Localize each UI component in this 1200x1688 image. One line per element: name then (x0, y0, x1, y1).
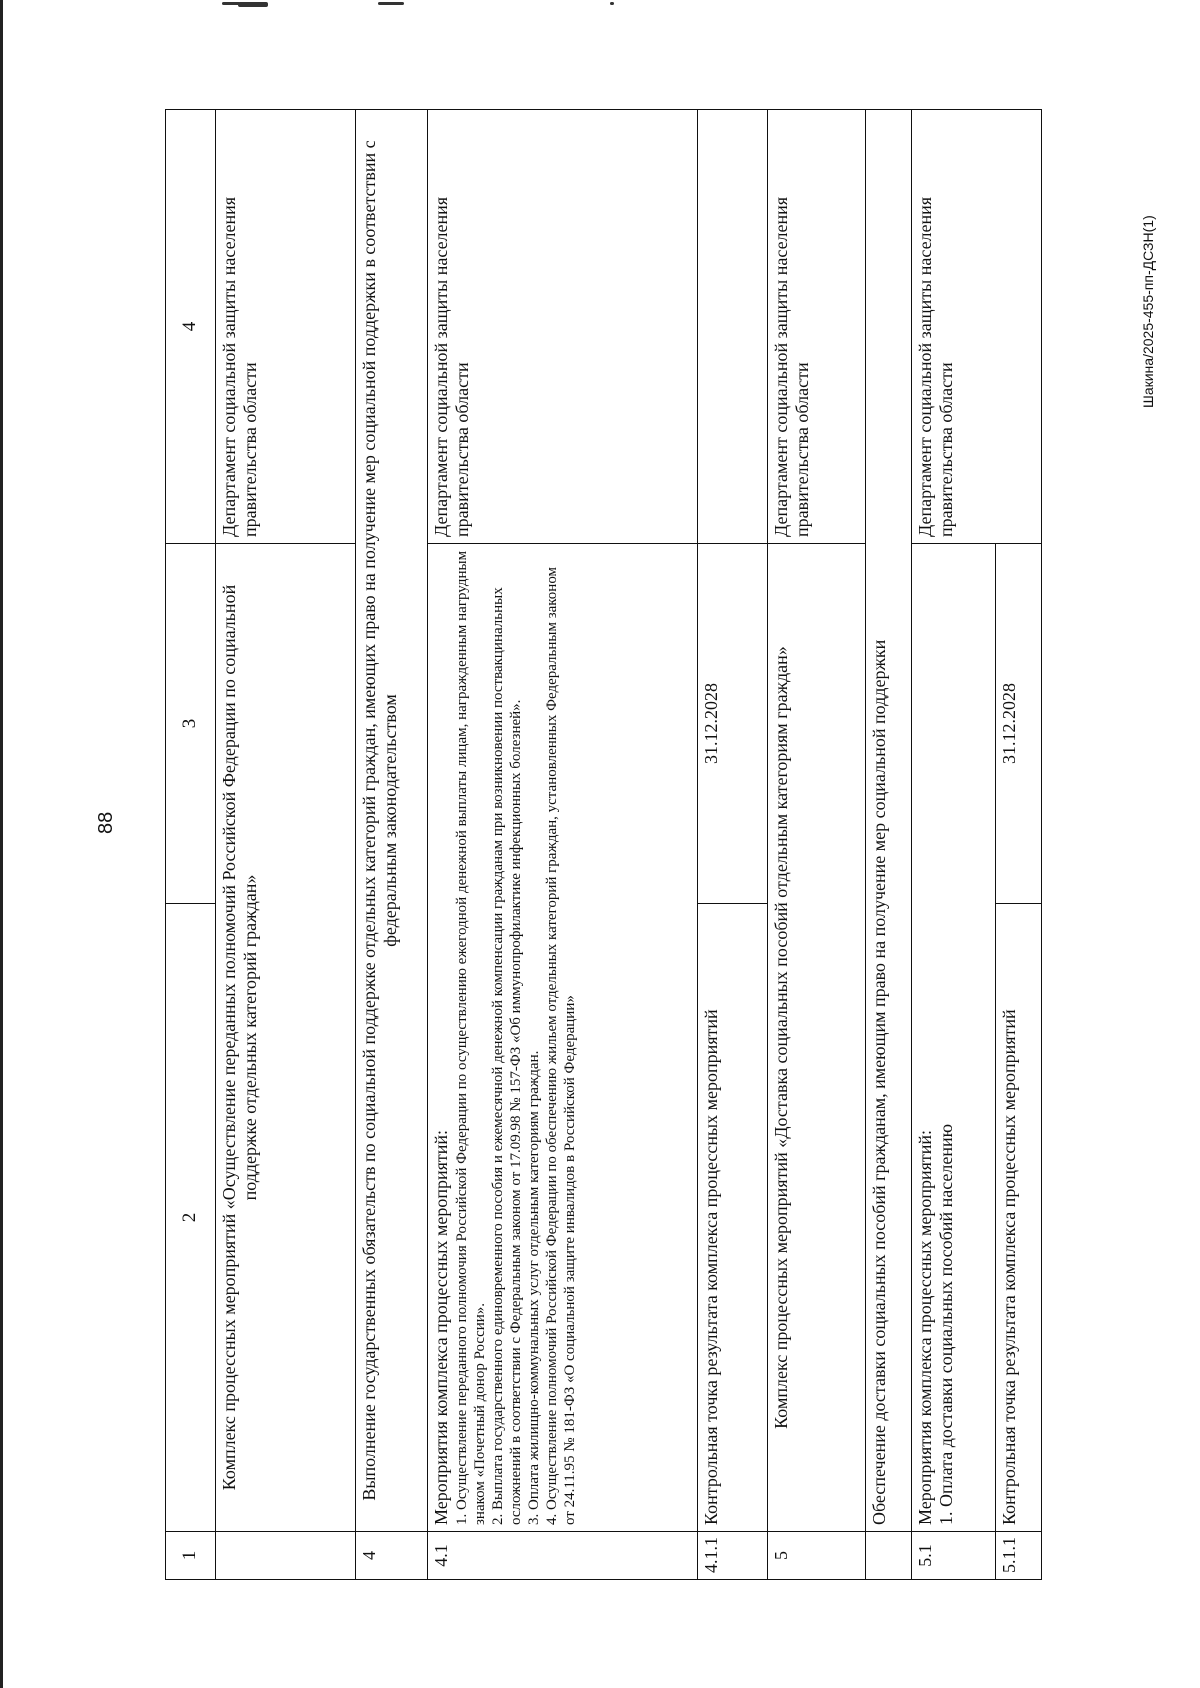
row-number-cell: 4 (356, 1532, 428, 1580)
header-row (166, 110, 216, 1580)
measures-table (165, 109, 1042, 1580)
row-number-cell: 5.1.1 (996, 1532, 1042, 1580)
table-row (768, 110, 866, 1580)
measure-item: 4. Осуществление полномочий Российской Федерации по обеспечению жильем отдельных категорий граждан, установленных Федеральным законом от 24.11.95 № 181-ФЗ «О социальной защите инвалидов в Российской Федерации» (543, 566, 578, 1525)
rotated-table-container (165, 110, 1041, 1580)
measures-heading: Мероприятия комплекса процессных мероприятий: (431, 1129, 451, 1525)
checkpoint-date-cell: 31.12.2028 (698, 544, 768, 904)
column-header-1: 1 (166, 1532, 216, 1580)
goal-title-cell: Обеспечение доставки социальных пособий гражданам, имеющим право на получение мер социальной поддержки (866, 110, 912, 1532)
measure-item: 2. Выплата государственного единовременного пособия и ежемесячной денежной компенсации гражданам при возникновении поствакцинальных осложнений в соответствии с Федеральным законом от 17.09.98 № 157-ФЗ «Об иммунопрофилактике инфекционных болезней». (489, 587, 524, 1525)
empty-cell (698, 110, 768, 544)
column-header-2: 2 (166, 904, 216, 1532)
measures-cell (912, 544, 996, 1532)
page-number: 88 (95, 811, 117, 834)
column-header-3: 3 (166, 544, 216, 904)
complex-title-cell: Комплекс процессных мероприятий «Осуществление переданных полномочий Российской Федерации по социальной поддержке отдельных категорий граждан» (216, 544, 356, 1532)
department-cell: Департамент социальной защиты населения правительства области (768, 110, 866, 544)
row-number-cell: 5.1 (912, 1532, 996, 1580)
table-row (912, 110, 996, 1580)
measures-cell (428, 544, 698, 1532)
checkpoint-title-cell: Контрольная точка результата комплекса процессных мероприятий (698, 904, 768, 1532)
table-row (866, 110, 912, 1580)
row-number-cell: 5 (768, 1532, 866, 1580)
column-header-4: 4 (166, 110, 216, 544)
department-cell: Департамент социальной защиты населения правительства области (216, 110, 356, 544)
scan-border (0, 0, 3, 1688)
row-number-cell: 4.1.1 (698, 1532, 768, 1580)
row-number-cell (866, 1532, 912, 1580)
checkpoint-title-cell: Контрольная точка результата комплекса процессных мероприятий (996, 904, 1042, 1532)
row-number-cell (216, 1532, 356, 1580)
measure-item: 1. Осуществление переданного полномочия Российской Федерации по осуществлению ежегодной денежной выплаты лицам, награжденным нагрудным знаком «Почетный донор России». (453, 550, 488, 1525)
checkpoint-date-cell: 31.12.2028 (996, 544, 1042, 904)
row-number-cell: 4.1 (428, 1532, 698, 1580)
measure-item: 1. Оплата доставки социальных пособий населению (936, 1123, 957, 1525)
complex-title-cell: Комплекс процессных мероприятий «Доставка социальных пособий отдельным категориям граждан» (768, 544, 866, 1532)
table-row (216, 110, 356, 1580)
measure-item: 3. Оплата жилищно-коммунальных услуг отдельным категориям граждан. (525, 1050, 542, 1525)
document-code: Шакина/2025-455-пп-ДСЗН(1) (1140, 215, 1156, 408)
table-row (428, 110, 698, 1580)
department-cell: Департамент социальной защиты населения правительства области (912, 110, 1042, 544)
table-row (356, 110, 428, 1580)
table-row (698, 110, 768, 1580)
scan-marks (0, 0, 1200, 14)
department-cell: Департамент социальной защиты населения правительства области (428, 110, 698, 544)
measures-heading: Мероприятия комплекса процессных мероприятий: (915, 1129, 935, 1525)
task-title-cell: Выполнение государственных обязательств по социальной поддержке отдельных категорий граждан, имеющих право на получение мер социальной поддержки в соответствии с федеральным законодательством (356, 110, 428, 1532)
